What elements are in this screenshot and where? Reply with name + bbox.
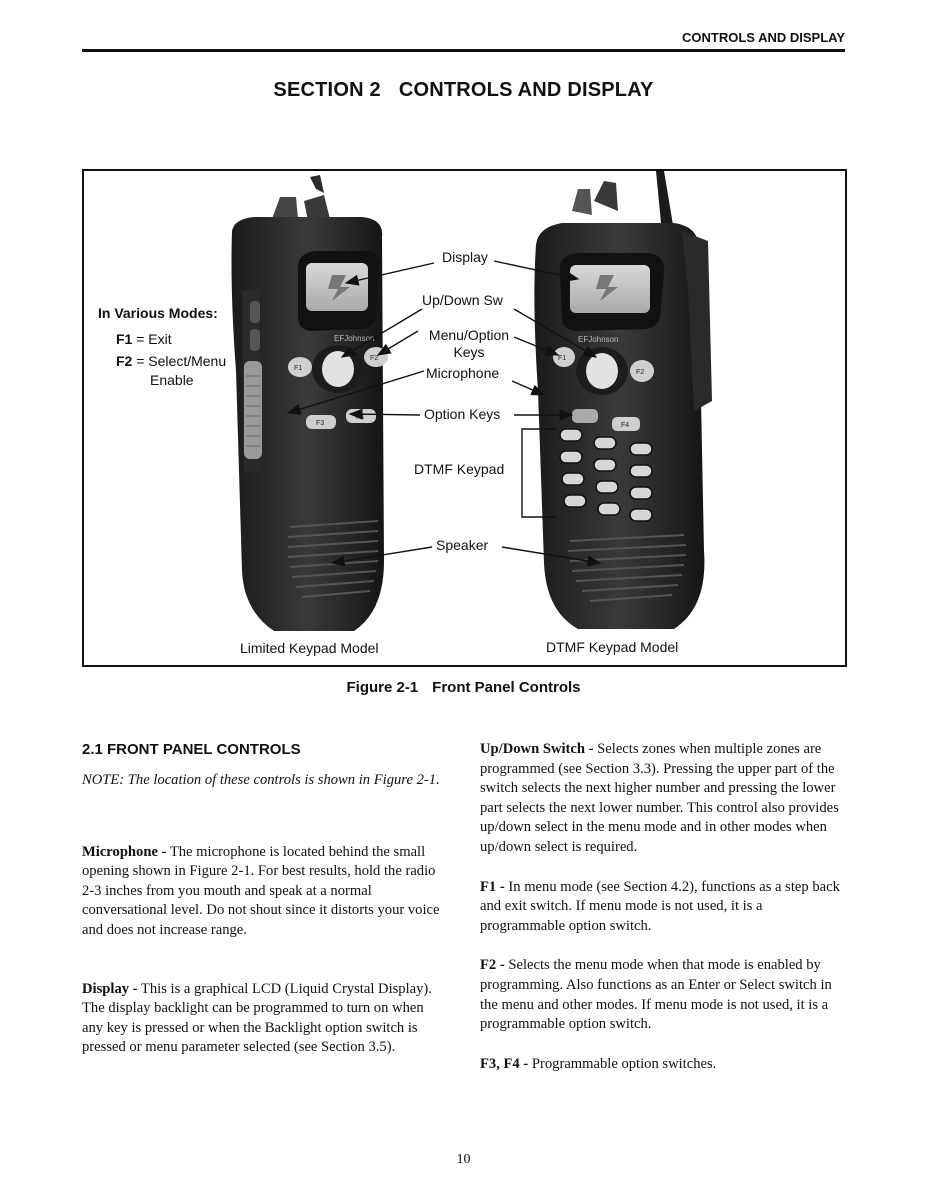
f4-key-label-left: F4: [356, 414, 365, 421]
microphone-term: Microphone -: [82, 843, 167, 860]
channel-knob-icon: [272, 197, 298, 219]
brand-left: EFJohnson: [334, 334, 375, 343]
f34-paragraph: [480, 1055, 845, 1075]
mode-f2-key: F2: [116, 353, 133, 369]
right-column: [480, 740, 845, 1074]
label-menu-option-line1: Menu/Option: [428, 327, 510, 343]
mode-f2-text2: Enable: [150, 372, 194, 388]
updown-text: Selects zones when multiple zones are programmed (see Section 3.3). Pressing the upper part of the switch selects the next higher number and pressing the lower part selects the next lower number. This control also provides up/down select in the menu mode and in other modes when up/down select is required.: [480, 741, 839, 855]
figure-caption: [82, 679, 845, 696]
label-option-keys: Option Keys: [424, 406, 501, 422]
radio-right: [534, 171, 712, 629]
running-head: CONTROLS AND DISPLAY: [682, 30, 845, 45]
f1-key-label-left: F1: [294, 365, 303, 372]
f1-text: In menu mode (see Section 4.2), functions as a step back and exit switch. If menu mode is not used, it is a programmable option switch.: [480, 878, 840, 934]
f2-term: F2 -: [480, 957, 505, 974]
updown-term: Up/Down Switch -: [480, 741, 594, 757]
brand-right: EFJohnson: [578, 335, 619, 344]
section-number: SECTION 2: [273, 79, 381, 101]
label-model-right: DTMF Keypad Model: [546, 639, 679, 655]
mode-f2: [116, 353, 226, 370]
f2-key-label-left: F2: [370, 355, 379, 362]
subsection-heading: 2.1 FRONT PANEL CONTROLS: [82, 741, 301, 758]
label-model-left: Limited Keypad Model: [240, 640, 379, 656]
label-microphone: Microphone: [426, 365, 500, 381]
f34-term: F3, F4 -: [480, 1055, 529, 1072]
label-dtmf-keypad: DTMF Keypad: [414, 461, 505, 477]
radio-left: [232, 175, 389, 631]
updown-switch-left: [322, 351, 354, 387]
modes-title: In Various Modes:: [98, 305, 218, 321]
left-column: [82, 740, 448, 1058]
label-updown: Up/Down Sw: [422, 292, 503, 308]
page-number: 10: [456, 1152, 471, 1167]
updown-switch-right: [586, 353, 618, 389]
label-menu-option: [422, 327, 516, 361]
f1-paragraph: [480, 878, 845, 937]
mode-f1-key: F1: [116, 331, 133, 347]
note-paragraph: NOTE: The location of these controls is shown in Figure 2-1.: [82, 772, 440, 788]
f3-key-right: [572, 409, 598, 423]
f4-key-label-right: F4: [621, 422, 630, 429]
label-menu-option-line2: Keys: [453, 344, 485, 360]
f1-term: F1 -: [480, 878, 505, 895]
microphone-text: The microphone is located behind the small opening shown in Figure 2-1. For best results, hold the radio 2-3 inches from you mouth and speak at a normal conversational level. Do not shout since it distorts your voice and does not increase range.: [82, 843, 440, 938]
figure-number: Figure 2-1: [346, 679, 419, 696]
display-text: This is a graphical LCD (Liquid Crystal Display). The display backlight can be programmed to turn on when any key is pressed or when the Backlight option switch is pressed or menu parameter selected (see Section 3.5).: [82, 980, 432, 1056]
mode-f1-text: = Exit: [136, 331, 172, 347]
mode-f1: [116, 331, 172, 348]
label-display: Display: [442, 249, 488, 265]
f2-text: Selects the menu mode when that mode is enabled by programming. Also functions as an Enter or Select switch in the menu and other modes. If menu mode is not used, it is a programmable option switch.: [480, 957, 832, 1033]
header-rule: [82, 49, 845, 52]
section-title-text: CONTROLS AND DISPLAY: [398, 79, 654, 101]
section-title: [82, 79, 845, 102]
display-paragraph: [82, 980, 448, 1058]
f1-key-label-right: F1: [558, 355, 567, 362]
f2-key-label-right: F2: [636, 369, 645, 376]
display-term: Display -: [82, 980, 138, 997]
figure-front-panel: [82, 169, 847, 667]
f2-paragraph: [480, 956, 845, 1034]
updown-paragraph: [480, 740, 845, 858]
microphone-paragraph: [82, 843, 448, 941]
f3-key-label-left: F3: [316, 420, 325, 427]
figure-caption-title: Front Panel Controls: [432, 679, 581, 696]
f34-text: Programmable option switches.: [528, 1055, 717, 1072]
label-speaker: Speaker: [436, 537, 489, 553]
mode-f2-text: = Select/Menu: [136, 353, 227, 369]
